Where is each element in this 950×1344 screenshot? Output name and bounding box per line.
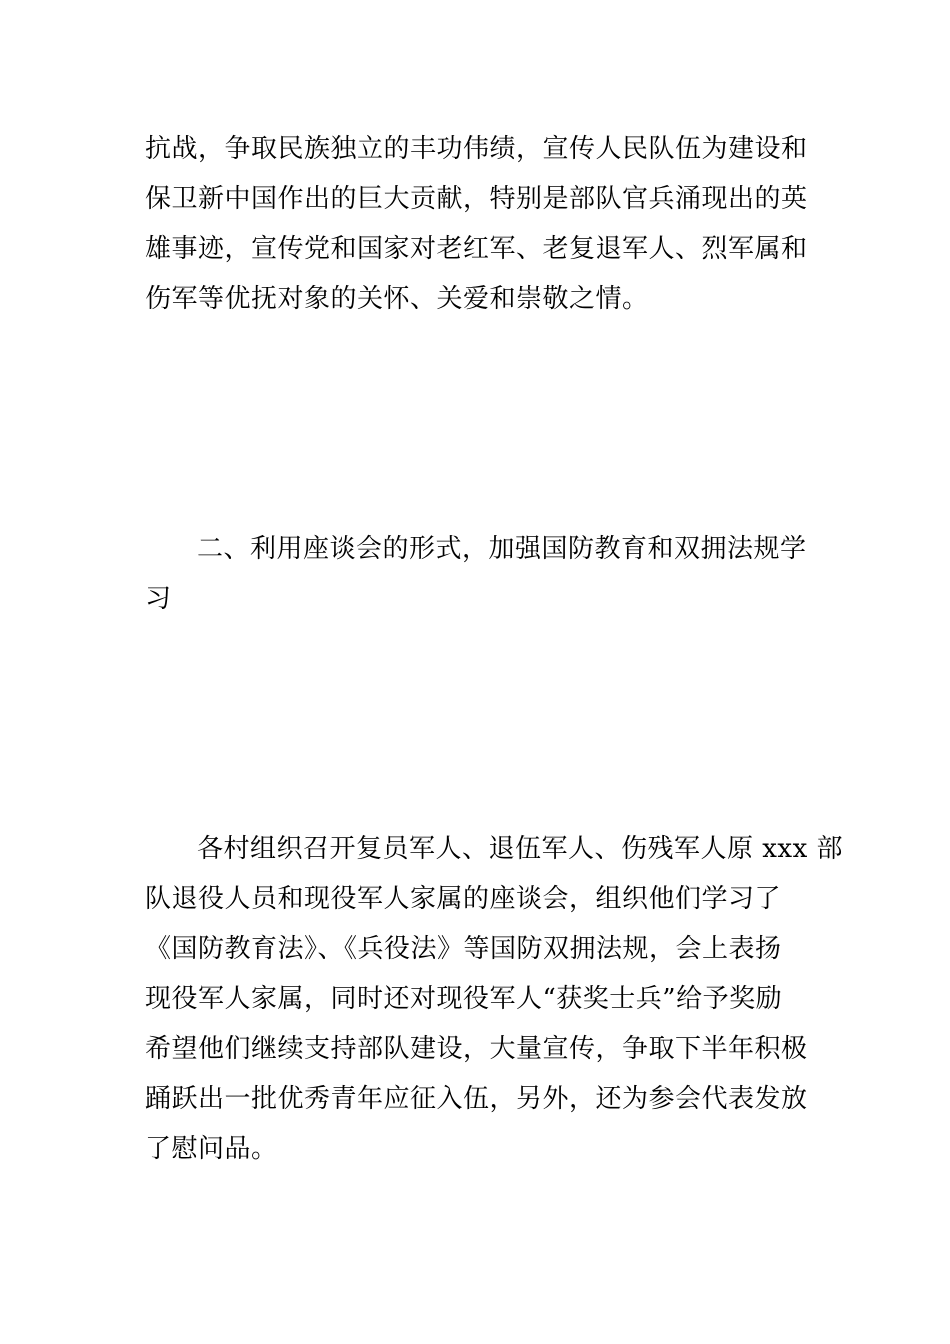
section-heading-paragraph	[145, 524, 815, 624]
paragraph-line: 踊跃出一批优秀青年应征入伍，另外，还为参会代表发放	[145, 1084, 808, 1114]
body-paragraph-1	[145, 124, 815, 324]
paragraph-line: 伤军等优抚对象的关怀、关爱和崇敬之情。	[145, 284, 649, 314]
paragraph-line: 保卫新中国作出的巨大贡献，特别是部队官兵涌现出的英	[145, 184, 808, 214]
paragraph-line: 了慰问品。	[145, 1134, 278, 1164]
body-paragraph-2	[145, 824, 844, 1174]
paragraph-line: 各村组织召开复员军人、退伍军人、伤残军人原 xxx 部	[197, 834, 844, 864]
paragraph-line: 现役军人家属，同时还对现役军人“获奖士兵”给予奖励	[145, 984, 783, 1014]
section-heading-line: 二、利用座谈会的形式，加强国防教育和双拥法规学	[197, 534, 807, 564]
section-heading-line: 习	[145, 584, 172, 614]
paragraph-line: 雄事迹，宣传党和国家对老红军、老复退军人、烈军属和	[145, 234, 808, 264]
paragraph-line: 队退役人员和现役军人家属的座谈会，组织他们学习了	[145, 884, 782, 914]
paragraph-line: 抗战，争取民族独立的丰功伟绩，宣传人民队伍为建设和	[145, 134, 808, 164]
paragraph-line: 《国防教育法》、《兵役法》等国防双拥法规，会上表扬	[145, 934, 782, 964]
paragraph-line: 希望他们继续支持部队建设，大量宣传，争取下半年积极	[145, 1034, 808, 1064]
